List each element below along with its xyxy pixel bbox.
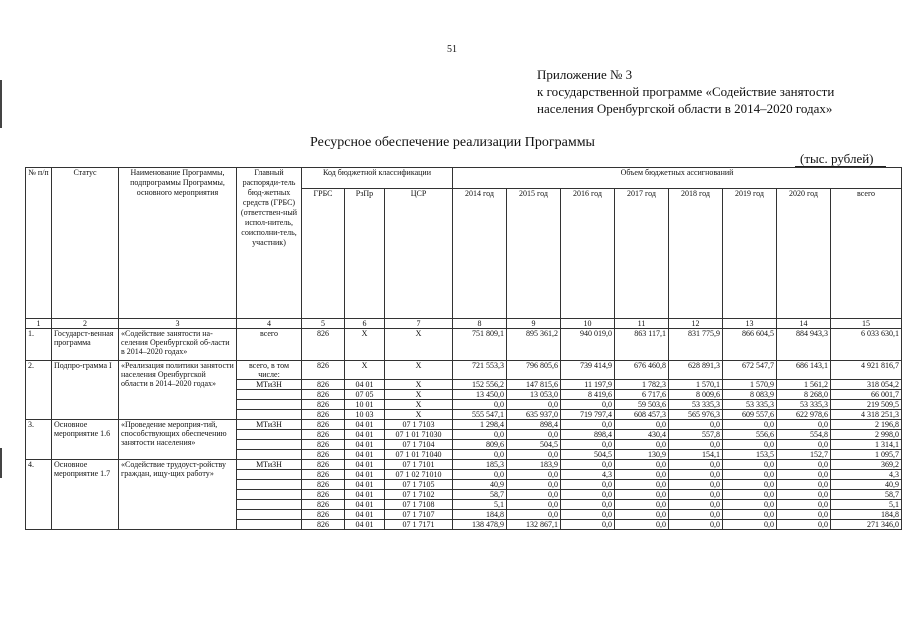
row-responsible (237, 440, 302, 450)
header-2019: 2019 год (723, 189, 777, 319)
row-responsible (237, 490, 302, 500)
header-2014: 2014 год (453, 189, 507, 319)
row-csr-code: 07 1 7108 (385, 500, 453, 510)
column-number: 12 (669, 319, 723, 329)
row-value-year: 5,1 (453, 500, 507, 510)
row-csr-code: 07 1 7101 (385, 460, 453, 470)
header-2017: 2017 год (615, 189, 669, 319)
row-value-year: 0,0 (723, 520, 777, 530)
row-name: «Реализация политики занятости населения Оренбургской области в 2014–2020 годах» (119, 361, 237, 420)
row-value-year: 635 937,0 (507, 410, 561, 420)
row-value-year: 130,9 (615, 450, 669, 460)
row-value-total: 369,2 (831, 460, 902, 470)
row-value-year: 184,8 (453, 510, 507, 520)
row-value-year: 0,0 (507, 490, 561, 500)
row-rzpr-code: 04 01 (345, 450, 385, 460)
row-responsible (237, 410, 302, 420)
row-value-year: 622 978,6 (777, 410, 831, 420)
row-grbs-code: 826 (302, 361, 345, 380)
row-value-year: 751 809,1 (453, 329, 507, 361)
row-value-year: 609 557,6 (723, 410, 777, 420)
row-value-total: 5,1 (831, 500, 902, 510)
row-value-year: 0,0 (615, 470, 669, 480)
row-value-year: 58,7 (453, 490, 507, 500)
row-responsible (237, 510, 302, 520)
row-value-year: 809,6 (453, 440, 507, 450)
header-csr: ЦСР (385, 189, 453, 319)
header-grbs-main: Главный распоряди-тель бюд-жетных средств (ГРБС) (ответствен-ный испол-нитель, соисполни-тель, участник) (237, 168, 302, 319)
row-value-total: 2 998,0 (831, 430, 902, 440)
row-value-year: 0,0 (669, 520, 723, 530)
row-value-year: 0,0 (453, 430, 507, 440)
row-value-total: 219 509,5 (831, 400, 902, 410)
row-grbs-code: 826 (302, 410, 345, 420)
row-rzpr-code: Х (345, 329, 385, 361)
column-number: 11 (615, 319, 669, 329)
table-row (26, 361, 902, 380)
row-value-year: 11 197,9 (561, 380, 615, 390)
row-value-year: 672 547,7 (723, 361, 777, 380)
row-value-year: 884 943,3 (777, 329, 831, 361)
column-number: 8 (453, 319, 507, 329)
row-grbs-code: 826 (302, 450, 345, 460)
row-value-year: 0,0 (507, 480, 561, 490)
annex-line-3: населения Оренбургской области в 2014–2020 годах» (537, 101, 833, 116)
header-code-group: Код бюджетной классификации (302, 168, 453, 189)
row-value-year: 0,0 (669, 500, 723, 510)
row-name: «Проведение мероприя-тий, способствующих обеспечению занятости населения» (119, 420, 237, 460)
row-value-year: 53 335,3 (723, 400, 777, 410)
row-value-year: 0,0 (561, 440, 615, 450)
row-name: «Содействие занятости на-селения Оренбургской об-ласти в 2014–2020 годах» (119, 329, 237, 361)
row-value-year: 866 604,5 (723, 329, 777, 361)
row-value-year: 0,0 (723, 500, 777, 510)
column-number-row (26, 319, 902, 329)
row-rzpr-code: 04 01 (345, 440, 385, 450)
column-number: 15 (831, 319, 902, 329)
row-value-year: 0,0 (561, 510, 615, 520)
row-responsible: всего (237, 329, 302, 361)
row-value-year: 739 414,9 (561, 361, 615, 380)
header-row-1 (26, 168, 902, 189)
row-csr-code: 07 1 7103 (385, 420, 453, 430)
row-value-year: 430,4 (615, 430, 669, 440)
row-value-total: 4 921 816,7 (831, 361, 902, 380)
row-value-year: 0,0 (615, 490, 669, 500)
row-csr-code: 07 1 01 71030 (385, 430, 453, 440)
row-value-year: 0,0 (561, 400, 615, 410)
row-rzpr-code: 04 01 (345, 420, 385, 430)
row-grbs-code: 826 (302, 490, 345, 500)
row-value-year: 0,0 (777, 460, 831, 470)
row-value-year: 59 503,6 (615, 400, 669, 410)
row-value-year: 147 815,6 (507, 380, 561, 390)
row-rzpr-code: 04 01 (345, 380, 385, 390)
row-value-year: 0,0 (507, 450, 561, 460)
row-value-year: 0,0 (561, 480, 615, 490)
row-value-year: 0,0 (723, 420, 777, 430)
row-value-total: 1 095,7 (831, 450, 902, 460)
row-value-year: 628 891,3 (669, 361, 723, 380)
row-value-total: 4 318 251,3 (831, 410, 902, 420)
row-csr-code: Х (385, 380, 453, 390)
row-value-year: 0,0 (777, 420, 831, 430)
row-value-year: 676 460,8 (615, 361, 669, 380)
row-grbs-code: 826 (302, 470, 345, 480)
row-grbs-code: 826 (302, 400, 345, 410)
row-grbs-code: 826 (302, 480, 345, 490)
row-csr-code: Х (385, 410, 453, 420)
row-csr-code: 07 1 02 71010 (385, 470, 453, 480)
column-number: 5 (302, 319, 345, 329)
row-rzpr-code: 04 01 (345, 500, 385, 510)
row-value-total: 66 001,7 (831, 390, 902, 400)
row-value-total: 271 346,0 (831, 520, 902, 530)
header-total: всего (831, 189, 902, 319)
row-value-year: 132 867,1 (507, 520, 561, 530)
row-value-year: 504,5 (507, 440, 561, 450)
column-number: 1 (26, 319, 52, 329)
row-value-year: 504,5 (561, 450, 615, 460)
row-rzpr-code: 04 01 (345, 430, 385, 440)
row-number: 1. (26, 329, 52, 361)
row-value-year: 40,9 (453, 480, 507, 490)
header-name: Наименование Программы, подпрограммы Программы, основного мероприятия (119, 168, 237, 319)
row-rzpr-code: 04 01 (345, 470, 385, 480)
row-value-total: 1 314,1 (831, 440, 902, 450)
annex-line-1: Приложение № 3 (537, 67, 633, 82)
row-responsible: МТиЗН (237, 380, 302, 390)
row-value-year: 554,8 (777, 430, 831, 440)
row-value-year: 0,0 (777, 510, 831, 520)
row-csr-code: 07 1 7105 (385, 480, 453, 490)
row-value-year: 0,0 (723, 460, 777, 470)
table-row (26, 460, 902, 470)
row-value-year: 0,0 (723, 440, 777, 450)
column-number: 6 (345, 319, 385, 329)
row-value-total: 2 196,8 (831, 420, 902, 430)
row-rzpr-code: Х (345, 361, 385, 380)
row-responsible (237, 520, 302, 530)
row-value-year: 831 775,9 (669, 329, 723, 361)
column-number: 4 (237, 319, 302, 329)
row-responsible: всего, в том числе: (237, 361, 302, 380)
row-value-year: 0,0 (615, 440, 669, 450)
row-csr-code: Х (385, 361, 453, 380)
row-value-year: 4,3 (561, 470, 615, 480)
row-value-year: 898,4 (507, 420, 561, 430)
row-value-year: 0,0 (777, 470, 831, 480)
row-rzpr-code: 04 01 (345, 460, 385, 470)
header-2018: 2018 год (669, 189, 723, 319)
row-value-year: 0,0 (507, 510, 561, 520)
row-value-year: 895 361,2 (507, 329, 561, 361)
header-rzpr: РзПр (345, 189, 385, 319)
row-grbs-code: 826 (302, 430, 345, 440)
row-value-total: 318 054,2 (831, 380, 902, 390)
row-value-year: 152 556,2 (453, 380, 507, 390)
row-value-year: 721 553,3 (453, 361, 507, 380)
row-responsible (237, 470, 302, 480)
row-grbs-code: 826 (302, 510, 345, 520)
row-value-year: 0,0 (561, 500, 615, 510)
header-2015: 2015 год (507, 189, 561, 319)
row-grbs-code: 826 (302, 420, 345, 430)
units-label: (тыс. рублей) (800, 151, 874, 166)
row-value-year: 0,0 (561, 460, 615, 470)
row-responsible (237, 400, 302, 410)
row-rzpr-code: 04 01 (345, 520, 385, 530)
row-csr-code: 07 1 7171 (385, 520, 453, 530)
row-responsible (237, 480, 302, 490)
header-status: Статус (52, 168, 119, 319)
row-rzpr-code: 07 05 (345, 390, 385, 400)
row-value-year: 0,0 (669, 480, 723, 490)
annex-heading (537, 66, 834, 117)
row-value-year: 53 335,3 (669, 400, 723, 410)
row-value-year: 0,0 (507, 470, 561, 480)
row-value-year: 0,0 (669, 490, 723, 500)
row-value-year: 152,7 (777, 450, 831, 460)
row-value-total: 184,8 (831, 510, 902, 520)
row-rzpr-code: 10 03 (345, 410, 385, 420)
header-volume-group: Объем бюджетных ассигнований (453, 168, 902, 189)
row-value-year: 0,0 (777, 500, 831, 510)
column-number: 14 (777, 319, 831, 329)
row-value-year: 0,0 (561, 420, 615, 430)
row-value-year: 0,0 (615, 510, 669, 520)
row-value-year: 1 570,9 (723, 380, 777, 390)
row-grbs-code: 826 (302, 440, 345, 450)
row-value-year: 0,0 (507, 430, 561, 440)
row-value-year: 608 457,3 (615, 410, 669, 420)
row-value-year: 557,8 (669, 430, 723, 440)
row-grbs-code: 826 (302, 329, 345, 361)
row-value-year: 8 419,6 (561, 390, 615, 400)
row-value-year: 565 976,3 (669, 410, 723, 420)
row-value-year: 0,0 (507, 400, 561, 410)
row-value-year: 138 478,9 (453, 520, 507, 530)
header-2016: 2016 год (561, 189, 615, 319)
row-responsible (237, 390, 302, 400)
row-responsible (237, 450, 302, 460)
document-title: Ресурсное обеспечение реализации Программы (310, 135, 595, 150)
header-num: № п/п (26, 168, 52, 319)
row-rzpr-code: 04 01 (345, 480, 385, 490)
row-value-year: 0,0 (777, 490, 831, 500)
row-number: 4. (26, 460, 52, 530)
header-2020: 2020 год (777, 189, 831, 319)
row-csr-code: Х (385, 400, 453, 410)
row-value-year: 154,1 (669, 450, 723, 460)
row-csr-code: 07 1 7104 (385, 440, 453, 450)
row-value-year: 8 268,0 (777, 390, 831, 400)
row-value-year: 0,0 (615, 480, 669, 490)
row-value-year: 6 717,6 (615, 390, 669, 400)
row-value-total: 58,7 (831, 490, 902, 500)
row-value-year: 1 570,1 (669, 380, 723, 390)
column-number: 2 (52, 319, 119, 329)
row-value-year: 719 797,4 (561, 410, 615, 420)
row-grbs-code: 826 (302, 520, 345, 530)
column-number: 10 (561, 319, 615, 329)
row-value-year: 0,0 (561, 520, 615, 530)
row-csr-code: 07 1 7107 (385, 510, 453, 520)
row-value-year: 0,0 (669, 510, 723, 520)
row-value-year: 0,0 (615, 520, 669, 530)
row-value-year: 940 019,0 (561, 329, 615, 361)
row-value-year: 0,0 (777, 480, 831, 490)
row-grbs-code: 826 (302, 460, 345, 470)
row-value-year: 555 547,1 (453, 410, 507, 420)
row-responsible: МТиЗН (237, 420, 302, 430)
table-row (26, 329, 902, 361)
row-grbs-code: 826 (302, 500, 345, 510)
row-value-year: 0,0 (453, 450, 507, 460)
row-number: 2. (26, 361, 52, 420)
row-value-year: 0,0 (723, 480, 777, 490)
page-number: 51 (447, 44, 457, 55)
row-responsible (237, 430, 302, 440)
column-number: 7 (385, 319, 453, 329)
row-value-year: 8 083,9 (723, 390, 777, 400)
row-value-year: 183,9 (507, 460, 561, 470)
row-value-year: 0,0 (777, 440, 831, 450)
row-csr-code: 07 1 7102 (385, 490, 453, 500)
scan-edge-mark (0, 80, 2, 128)
row-value-year: 13 053,0 (507, 390, 561, 400)
row-value-year: 796 805,6 (507, 361, 561, 380)
row-status: Подпро-грамма I (52, 361, 119, 420)
row-value-year: 0,0 (669, 440, 723, 450)
row-status: Государст-венная программа (52, 329, 119, 361)
row-value-year: 8 009,6 (669, 390, 723, 400)
column-number: 9 (507, 319, 561, 329)
row-value-total: 40,9 (831, 480, 902, 490)
row-value-year: 0,0 (669, 460, 723, 470)
row-csr-code: 07 1 01 71040 (385, 450, 453, 460)
row-value-year: 0,0 (723, 510, 777, 520)
row-responsible (237, 500, 302, 510)
row-number: 3. (26, 420, 52, 460)
row-value-year: 185,3 (453, 460, 507, 470)
row-rzpr-code: 04 01 (345, 490, 385, 500)
row-value-total: 6 033 630,1 (831, 329, 902, 361)
annex-line-2: к государственной программе «Содействие занятости (537, 84, 835, 99)
row-rzpr-code: 04 01 (345, 510, 385, 520)
row-value-year: 53 335,3 (777, 400, 831, 410)
row-value-year: 0,0 (615, 500, 669, 510)
row-value-total: 4,3 (831, 470, 902, 480)
column-number: 3 (119, 319, 237, 329)
row-value-year: 0,0 (669, 420, 723, 430)
row-grbs-code: 826 (302, 380, 345, 390)
row-value-year: 556,6 (723, 430, 777, 440)
row-rzpr-code: 10 01 (345, 400, 385, 410)
row-value-year: 0,0 (507, 500, 561, 510)
row-value-year: 0,0 (777, 520, 831, 530)
header-grbs: ГРБС (302, 189, 345, 319)
row-status: Основное мероприятие 1.7 (52, 460, 119, 530)
row-csr-code: Х (385, 390, 453, 400)
row-value-year: 1 782,3 (615, 380, 669, 390)
row-value-year: 1 561,2 (777, 380, 831, 390)
row-value-year: 0,0 (723, 470, 777, 480)
resource-table (25, 167, 902, 530)
row-status: Основное мероприятие 1.6 (52, 420, 119, 460)
column-number: 13 (723, 319, 777, 329)
row-name: «Содействие трудоуст-ройству граждан, ищу-щих работу» (119, 460, 237, 530)
row-value-year: 1 298,4 (453, 420, 507, 430)
row-value-year: 13 450,0 (453, 390, 507, 400)
row-value-year: 0,0 (615, 420, 669, 430)
row-value-year: 0,0 (453, 400, 507, 410)
table-row (26, 420, 902, 430)
row-value-year: 0,0 (453, 470, 507, 480)
row-grbs-code: 826 (302, 390, 345, 400)
scan-edge-mark (0, 448, 2, 478)
row-responsible: МТиЗН (237, 460, 302, 470)
row-value-year: 898,4 (561, 430, 615, 440)
row-csr-code: Х (385, 329, 453, 361)
row-value-year: 0,0 (615, 460, 669, 470)
row-value-year: 0,0 (669, 470, 723, 480)
row-value-year: 686 143,1 (777, 361, 831, 380)
row-value-year: 863 117,1 (615, 329, 669, 361)
row-value-year: 0,0 (561, 490, 615, 500)
row-value-year: 153,5 (723, 450, 777, 460)
row-value-year: 0,0 (723, 490, 777, 500)
